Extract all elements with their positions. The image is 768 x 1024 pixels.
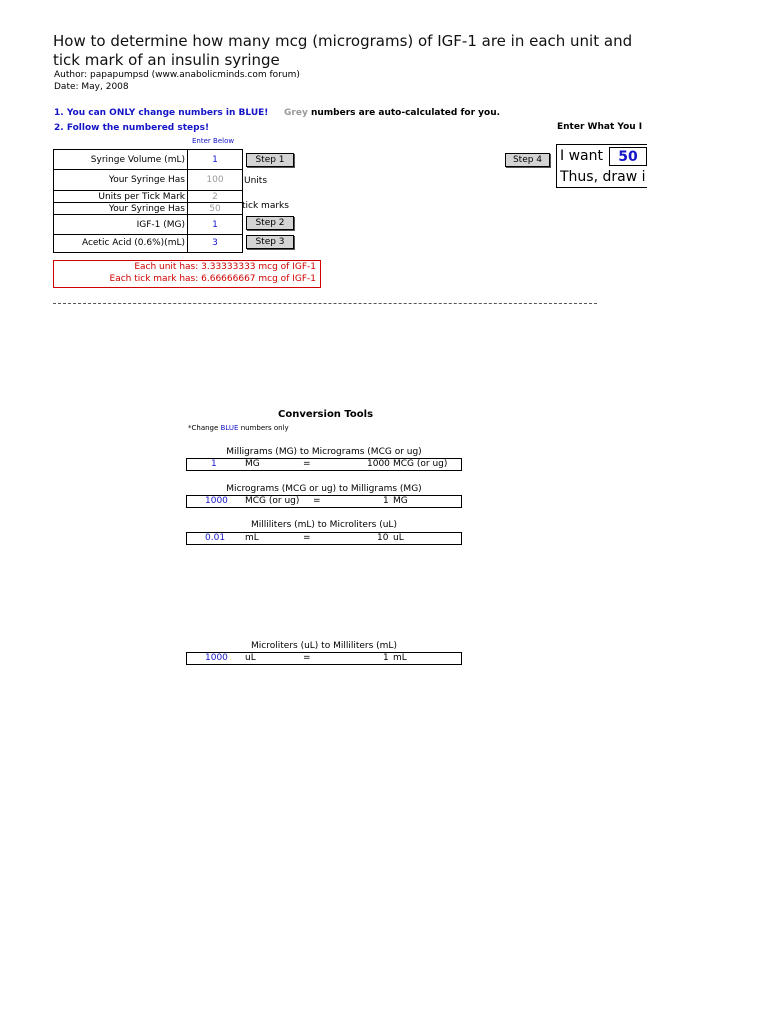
instruction-1-grey: Grey — [284, 108, 308, 118]
conversion-title: Conversion Tools — [278, 409, 374, 420]
to-unit: MCG (or ug) — [393, 459, 448, 469]
each-tick-result: Each tick mark has: 6.66666667 mcg of IGF-1 — [109, 274, 316, 284]
instruction-1-prefix: 1. You can ONLY change numbers in BLUE! — [54, 108, 269, 118]
equals: = — [313, 496, 321, 506]
note-prefix: *Change — [188, 424, 219, 432]
row-label: IGF-1 (MG) — [54, 215, 188, 234]
igf1-mg-input[interactable]: 1 — [212, 220, 218, 230]
conversion-heading-mg-to-mcg: Milligrams (MG) to Micrograms (MCG or ug) — [226, 447, 422, 457]
each-unit-result: Each unit has: 3.33333333 mcg of IGF-1 — [134, 262, 316, 272]
tick-marks-label: tick marks — [242, 201, 289, 211]
i-want-label: I want — [560, 148, 603, 164]
conversion-heading-mcg-to-mg: Micrograms (MCG or ug) to Milligrams (MG) — [226, 484, 422, 494]
tick-marks-value: 50 — [209, 204, 221, 214]
step-2-button[interactable]: Step 2 — [246, 216, 294, 230]
table-row — [54, 203, 242, 215]
conversion-row-ul-to-ml — [186, 652, 462, 665]
units-label: Units — [244, 176, 268, 186]
to-unit: MG — [393, 496, 408, 506]
from-unit: uL — [245, 653, 256, 663]
note-suffix: numbers only — [240, 424, 289, 432]
result-value: 1 — [383, 496, 389, 506]
date-line: Date: May, 2008 — [54, 82, 129, 92]
conversion-note — [188, 424, 289, 432]
row-label: Your Syringe Has — [54, 170, 188, 190]
equals: = — [303, 459, 311, 469]
syringe-input-table — [53, 149, 243, 253]
from-unit: MCG (or ug) — [245, 496, 300, 506]
to-unit: mL — [393, 653, 407, 663]
ul-input[interactable]: 1000 — [205, 653, 228, 663]
units-per-tick-value: 2 — [212, 192, 218, 202]
want-value-input[interactable]: 50 — [609, 147, 647, 166]
result-value: 1 — [383, 653, 389, 663]
table-row — [54, 235, 242, 252]
author-line: Author: papapumpsd (www.anabolicminds.com forum) — [54, 70, 300, 80]
equals: = — [303, 533, 311, 543]
note-blue: BLUE — [220, 424, 239, 432]
conversion-row-ml-to-ul — [186, 532, 462, 545]
conversion-row-mcg-to-mg — [186, 495, 462, 508]
step-4-button[interactable]: Step 4 — [505, 153, 550, 167]
page-title: How to determine how many mcg (micrograms) of IGF-1 are in each unit and tick mark of an insulin syringe — [53, 32, 633, 69]
right-panel-title: Enter What You I — [557, 122, 643, 132]
syringe-units-value: 100 — [206, 175, 224, 185]
syringe-volume-input[interactable]: 1 — [212, 155, 218, 165]
ml-input[interactable]: 0.01 — [205, 533, 226, 543]
table-row — [54, 191, 242, 203]
to-unit: uL — [393, 533, 404, 543]
draw-label: Thus, draw i — [560, 169, 646, 185]
instruction-1-suffix: numbers are auto-calculated for you. — [310, 108, 501, 118]
instruction-1 — [54, 108, 500, 118]
conversion-heading-ul-to-ml: Microliters (uL) to Milliliters (mL) — [251, 641, 397, 651]
row-label: Syringe Volume (mL) — [54, 150, 188, 169]
from-unit: MG — [245, 459, 260, 469]
section-divider — [53, 303, 597, 304]
step-1-button[interactable]: Step 1 — [246, 153, 294, 167]
row-label: Acetic Acid (0.6%)(mL) — [54, 235, 188, 252]
acetic-acid-input[interactable]: 3 — [212, 238, 218, 248]
conversion-row-mg-to-mcg — [186, 458, 462, 471]
results-box — [53, 260, 321, 288]
step-3-button[interactable]: Step 3 — [246, 235, 294, 249]
mcg-input[interactable]: 1000 — [205, 496, 228, 506]
from-unit: mL — [245, 533, 259, 543]
table-row — [54, 150, 242, 170]
equals: = — [303, 653, 311, 663]
result-value: 10 — [377, 533, 389, 543]
table-row — [54, 215, 242, 235]
instruction-2: 2. Follow the numbered steps! — [54, 123, 210, 133]
enter-below-label: Enter Below — [192, 137, 235, 145]
conversion-heading-ml-to-ul: Milliliters (mL) to Microliters (uL) — [251, 520, 397, 530]
row-label: Your Syringe Has — [54, 203, 188, 214]
table-row — [54, 170, 242, 191]
row-label: Units per Tick Mark — [54, 191, 188, 202]
result-value: 1000 — [367, 459, 390, 469]
mg-input[interactable]: 1 — [211, 459, 217, 469]
